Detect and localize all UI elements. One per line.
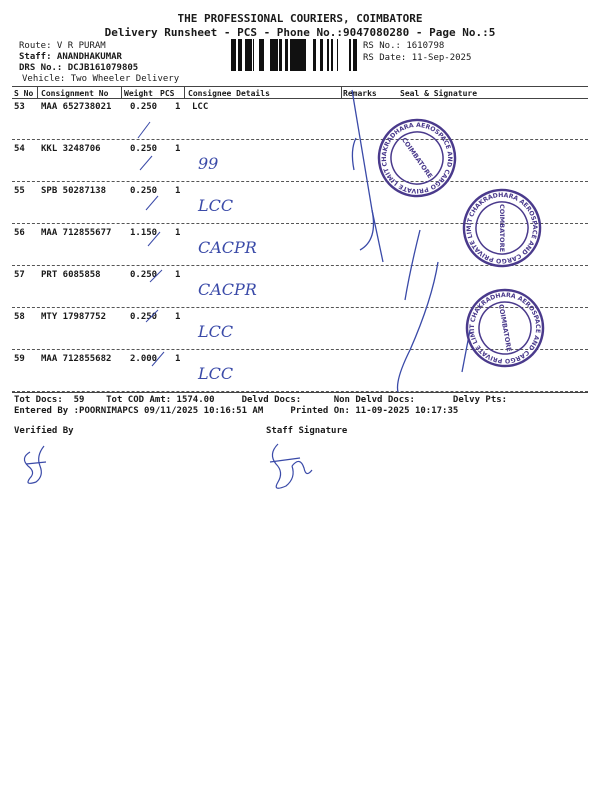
row-sno: 59 [14, 354, 25, 364]
row-sno: 57 [14, 270, 25, 280]
row-consignment-no: PRT 6085858 [41, 270, 101, 280]
remarks-pen-strokes [352, 90, 470, 392]
column-divider [121, 86, 122, 98]
row-separator [12, 139, 588, 140]
row-consignment-no: MAA 652738021 [41, 102, 112, 112]
row-pcs: 1 [175, 144, 181, 154]
staff-label: Staff: ANANDHAKUMAR [19, 52, 122, 62]
row-separator [12, 265, 588, 266]
row-pcs: 1 [175, 186, 181, 196]
svg-text:CHAKRADHARA AEROSPACE AND CARG: CHAKRADHARA AEROSPACE AND CARGO PRIVATE LIMITED [468, 291, 542, 365]
row-pcs: 1 [175, 354, 181, 364]
drs-label: DRS No.: DCJB161079805 [19, 63, 139, 73]
svg-text:CHAKRADHARA AEROSPACE AND CARG: CHAKRADHARA AEROSPACE AND CARGO PRIVATE LIMITED [380, 121, 454, 195]
handwritten-consignee: CACPR [198, 280, 257, 299]
column-header-consignee: Consignee Details [188, 89, 270, 98]
row-pcs: 1 [175, 270, 181, 280]
column-header-seal: Seal & Signature [400, 89, 478, 98]
row-sno: 56 [14, 228, 25, 238]
rs-date: RS Date: 11-Sep-2025 [363, 53, 472, 63]
column-header-remarks: Remarks [343, 89, 377, 98]
row-consignment-no: MAA 712855682 [41, 354, 112, 364]
handwritten-consignee: 99 [198, 154, 219, 173]
row-weight: 0.250 [130, 312, 158, 322]
column-header-pcs: PCS [160, 89, 175, 98]
column-header-consignment: Consignment No [41, 89, 109, 98]
row-sno: 54 [14, 144, 25, 154]
row-separator [12, 181, 588, 182]
column-divider [184, 86, 185, 98]
row-consignment-no: SPB 50287138 [41, 186, 107, 196]
column-divider [341, 86, 342, 98]
row-weight: 0.250 [130, 144, 158, 154]
table-top-rule [12, 86, 588, 87]
row-weight: 0.250 [130, 270, 158, 280]
table-bottom-rule [12, 392, 588, 393]
document-subtitle: Delivery Runsheet - PCS - Phone No.:9047080280 - Page No.:5 [104, 26, 496, 39]
row-weight: 0.250 [130, 102, 158, 112]
row-weight: 2.000 [130, 354, 158, 364]
barcode-image [231, 39, 358, 71]
verified-by-label: Verified By [14, 426, 74, 436]
staff-signature [270, 444, 312, 488]
vehicle-label: Vehicle: Two Wheeler Delivery [22, 74, 180, 84]
svg-text:COIMBATORE: COIMBATORE [498, 203, 506, 253]
handwritten-consignee: CACPR [198, 238, 257, 257]
verified-signature [24, 446, 46, 483]
row-consignment-no: KKL 3248706 [41, 144, 101, 154]
row-consignment-no: MAA 712855677 [41, 228, 112, 238]
row-pcs: 1 [175, 102, 181, 112]
row-sno: 53 [14, 102, 25, 112]
handwritten-consignee: LCC [198, 364, 234, 383]
route-label: Route: V R PURAM [19, 41, 106, 51]
column-header-weight: Weight [124, 89, 153, 98]
row-sno: 55 [14, 186, 25, 196]
row-separator [12, 223, 588, 224]
svg-text:CHAKRADHARA AEROSPACE AND CARG: CHAKRADHARA AEROSPACE AND CARGO PRIVATE LIMITED [465, 191, 539, 265]
row-consignee: LCC [192, 102, 209, 112]
handwritten-consignee: LCC [198, 322, 234, 341]
weight-check-marks [138, 122, 164, 366]
row-weight: 0.250 [130, 186, 158, 196]
row-sno: 58 [14, 312, 25, 322]
totals-line: Tot Docs: 59 Tot COD Amt: 1574.00 Delvd Docs: Non Delvd Docs: Delvy Pts: [14, 395, 508, 405]
handwritten-consignee: LCC [198, 196, 234, 215]
row-consignment-no: MTY 17987752 [41, 312, 107, 322]
row-weight: 1.150 [130, 228, 158, 238]
row-pcs: 1 [175, 228, 181, 238]
row-separator [12, 307, 588, 308]
rs-number: RS No.: 1610798 [363, 41, 445, 51]
row-pcs: 1 [175, 312, 181, 322]
column-header-sno: S No [14, 89, 34, 98]
entered-by-line: Entered By :POORNIMAPCS 09/11/2025 10:16:51 AM Printed On: 11-09-2025 10:17:35 [14, 406, 459, 416]
staff-signature-label: Staff Signature [266, 426, 348, 436]
document-title: THE PROFESSIONAL COURIERS, COIMBATORE [177, 12, 423, 25]
svg-text:COIMBATORE: COIMBATORE [399, 136, 435, 180]
table-header-rule [12, 98, 588, 99]
svg-text:COIMBATORE: COIMBATORE [496, 303, 514, 353]
column-divider [37, 86, 38, 98]
row-separator [12, 349, 588, 350]
